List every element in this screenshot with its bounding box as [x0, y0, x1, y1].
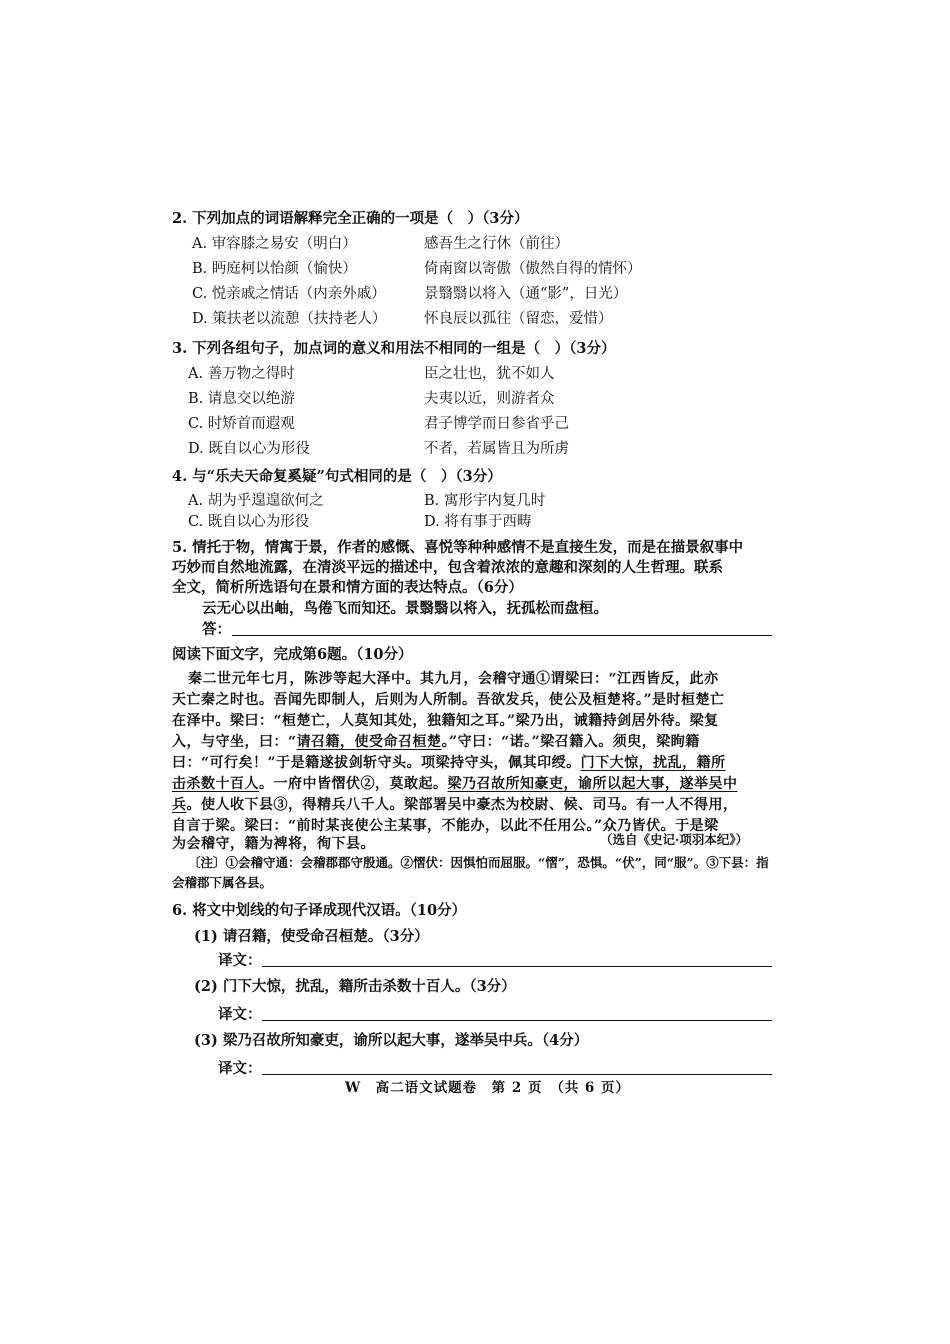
- q4-option-b: B. 寓形宇内复几时: [424, 493, 546, 509]
- q6-stem: 6. 将文中划线的句子译成现代汉语。（10分）: [172, 902, 467, 919]
- underlined-sentence-2-start: 门下大惊，扰乱，籍所: [580, 755, 726, 771]
- q6-sentence-3: (3) 梁乃召故所知豪吏，谕所以起大事，遂举吴中兵。（4分）: [194, 1032, 589, 1049]
- passage-line-1: 秦二世元年七月，陈涉等起大泽中。其九月，会稽守通①谓梁曰：“江西皆反，此亦: [188, 671, 719, 687]
- passage-line-7: 兵。使人收下县③，得精兵八千人。梁部署吴中豪杰为校尉、候、司马。有一人不得用，: [172, 797, 738, 813]
- q3-option-c-right: 君子博学而日参省乎己: [424, 416, 569, 432]
- passage-line-5: 曰：“可行矣！”于是籍遂拔剑斩守头。项梁持守头，佩其印绶。门下大惊，扰乱，籍所: [172, 755, 726, 771]
- q2-option-c-right: 景翳翳以将入（通“影”，日光）: [424, 286, 628, 302]
- q3-option-b-left: B. 请息交以绝游: [188, 391, 295, 407]
- q6-sentence-2: (2) 门下大惊，扰乱，籍所击杀数十百人。（3分）: [194, 978, 516, 995]
- q4-option-d: D. 将有事于西畴: [424, 514, 532, 530]
- q5-answer-label: 答：: [202, 621, 231, 638]
- q6-translation-label-2: 译文：: [218, 1006, 262, 1023]
- q3-option-b-right: 夫夷以近，则游者众: [424, 391, 555, 407]
- passage-line-9: 为会稽守，籍为裨将，徇下县。: [172, 836, 375, 852]
- q3-stem: 3. 下列各组句子，加点词的意义和用法不相同的一组是（ ）（3分）: [172, 340, 616, 357]
- underlined-sentence-3-end: 兵: [172, 797, 187, 813]
- q5-line-3: 全文，简析所选语句在景和情方面的表达特点。（6分）: [172, 579, 523, 596]
- q6-answer-line-3[interactable]: [262, 1074, 772, 1075]
- q3-option-a-left: A. 善万物之得时: [188, 366, 295, 382]
- q6-answer-line-2[interactable]: [262, 1020, 772, 1021]
- q5-line-1: 5. 情托于物，情寓于景，作者的感慨、喜悦等种种感情不是直接生发，而是在描景叙事中: [172, 539, 744, 556]
- q5-answer-line[interactable]: [232, 635, 772, 636]
- q3-option-d-right: 不者，若属皆且为所虏: [424, 441, 569, 457]
- passage-note-2: 会稽郡下属各县。: [172, 875, 273, 890]
- q6-sentence-1: (1) 请召籍，使受命召桓楚。（3分）: [194, 928, 429, 945]
- q2-option-b-left: B. 眄庭柯以怡颜（愉快）: [192, 261, 357, 277]
- passage-note-1: 〔注〕①会稽守通：会稽郡郡守殷通。②慴伏：因惧怕而屈服。“慴”，恐惧。“伏”，同“服”。③下县：指: [188, 855, 769, 870]
- passage-source: （选自《史记·项羽本纪》）: [600, 832, 749, 847]
- q2-option-c-left: C. 悦亲戚之情话（内亲外戚）: [192, 286, 386, 302]
- q2-option-d-left: D. 策扶老以流憩（扶持老人）: [192, 311, 387, 327]
- underlined-sentence-2-end: 击杀数十百人: [172, 776, 259, 792]
- passage-line-6: 击杀数十百人。一府中皆慴伏②，莫敢起。梁乃召故所知豪吏，谕所以起大事，遂举吴中: [172, 776, 738, 792]
- q6-translation-label-1: 译文：: [218, 952, 262, 969]
- passage-line-2: 天亡秦之时也。吾闻先即制人，后则为人所制。吾欲发兵，使公及桓楚将。”是时桓楚亡: [172, 692, 725, 708]
- q4-option-c: C. 既自以心为形役: [188, 514, 310, 530]
- passage-line-3: 在泽中。梁曰：“桓楚亡，人莫知其处，独籍知之耳。”梁乃出，诫籍持剑居外待。梁复: [172, 713, 719, 729]
- q3-option-d-left: D. 既自以心为形役: [188, 441, 310, 457]
- underlined-sentence-3-start: 梁乃召故所知豪吏，谕所以起大事，遂举吴中: [447, 776, 738, 792]
- q2-option-b-right: 倚南窗以寄傲（傲然自得的情怀）: [424, 261, 642, 277]
- q6-translation-label-3: 译文：: [218, 1060, 262, 1077]
- q3-option-a-right: 臣之壮也，犹不如人: [424, 366, 555, 382]
- passage-line-4: 入，与守坐，曰：“请召籍，使受命召桓楚。”守曰：“诺。”梁召籍入。须臾，梁眴籍: [172, 734, 700, 750]
- q5-quote: 云无心以出岫，鸟倦飞而知还。景翳翳以将入，抚孤松而盘桓。: [202, 600, 608, 617]
- q6-answer-line-1[interactable]: [262, 966, 772, 967]
- q4-stem: 4. 与“乐夫天命复奚疑”句式相同的是（ ）（3分）: [172, 468, 502, 485]
- q2-option-a-left: A. 审容膝之易安（明白）: [192, 236, 357, 252]
- underlined-sentence-1: 请召籍，使受命召桓楚: [296, 734, 442, 750]
- q4-option-a: A. 胡为乎遑遑欲何之: [188, 493, 324, 509]
- page-footer: W 高二语文试题卷 第 2 页 （共 6 页）: [345, 1080, 630, 1096]
- q2-option-a-right: 感吾生之行休（前往）: [424, 236, 569, 252]
- q2-option-d-right: 怀良辰以孤往（留恋，爱惜）: [424, 311, 613, 327]
- reading-intro: 阅读下面文字，完成第6题。（10分）: [172, 646, 413, 663]
- passage-line-8: 自言于梁。梁曰：“前时某丧使公主某事，不能办，以此不任用公。”众乃皆伏。于是梁: [172, 818, 719, 834]
- q3-option-c-left: C. 时矫首而遐观: [188, 416, 295, 432]
- q2-stem: 2. 下列加点的词语解释完全正确的一项是（ ）（3分）: [172, 210, 529, 227]
- q5-line-2: 巧妙而自然地流露，在清淡平远的描述中，包含着浓浓的意趣和深刻的人生哲理。联系: [172, 559, 723, 576]
